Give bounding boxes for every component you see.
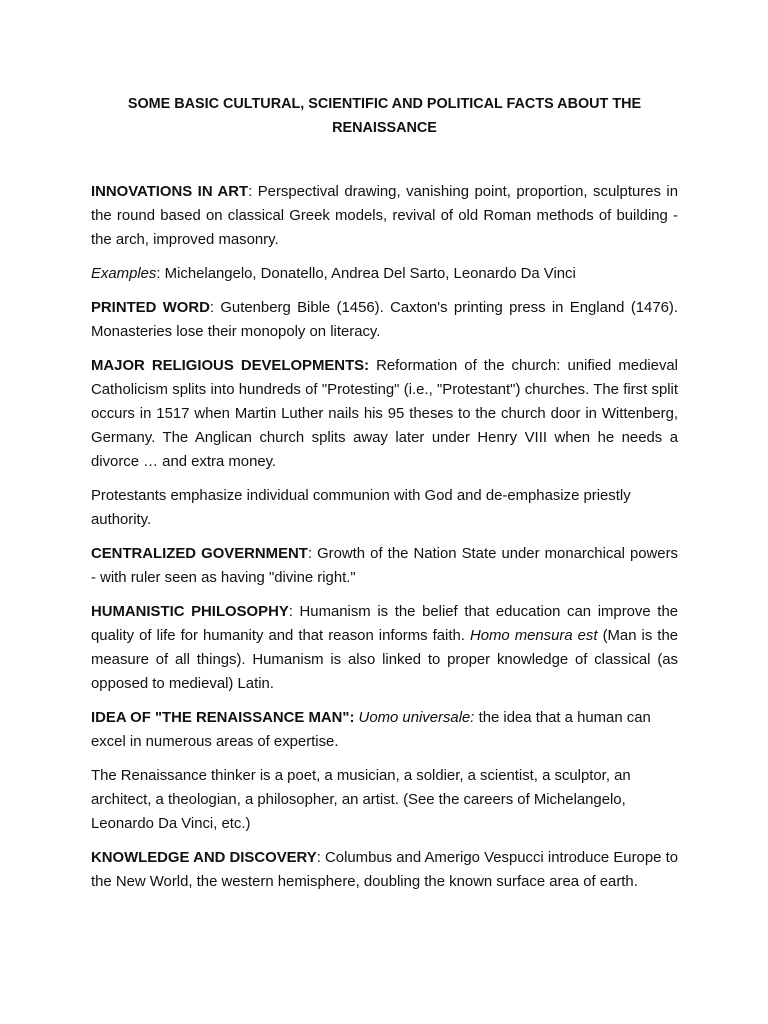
text-humanistic-philosophy-2: (Man is the measure of all things). Humanism is also linked to proper knowledge of classical (as opposed to medieval) Latin. [91, 628, 679, 692]
text-protestants: Protestants emphasize individual communion with God and de-emphasize priestly authority. [91, 488, 631, 528]
page-title [91, 92, 678, 140]
text-knowledge-discovery: : Columbus and Amerigo Vespucci introduce Europe to the New World, the western hemisphere, doubling the known surface area of earth. [91, 850, 678, 890]
heading-renaissance-man: IDEA OF "THE RENAISSANCE MAN": [91, 710, 355, 726]
text-renaissance-man: the idea that a human can excel in numerous areas of expertise. [91, 710, 651, 750]
heading-centralized-government: CENTRALIZED GOVERNMENT [91, 546, 308, 562]
text-examples: : Michelangelo, Donatello, Andrea Del Sarto, Leonardo Da Vinci [156, 266, 576, 282]
text-renaissance-thinker: The Renaissance thinker is a poet, a musician, a soldier, a scientist, a sculptor, an architect, a theologian, a philosopher, an artist. (See the careers of Michelangelo, Leonardo Da Vinci, etc.) [91, 768, 631, 832]
heading-humanistic-philosophy: HUMANISTIC PHILOSOPHY [91, 604, 289, 620]
paragraph-humanistic-philosophy [91, 600, 678, 696]
text-centralized-government: : Growth of the Nation State under monarchical powers - with ruler seen as having "divine right." [91, 546, 678, 586]
text-printed-word: : Gutenberg Bible (1456). Caxton's printing press in England (1476). Monasteries lose their monopoly on literacy. [91, 300, 678, 340]
title-line-2: RENAISSANCE [332, 120, 437, 136]
paragraph-religious-developments [91, 354, 678, 474]
heading-innovations-in-art: INNOVATIONS IN ART [91, 184, 249, 200]
paragraph-centralized-government [91, 542, 678, 590]
italic-uomo-universale: Uomo universale: [354, 710, 475, 726]
heading-printed-word: PRINTED WORD [91, 300, 210, 316]
paragraph-printed-word [91, 296, 678, 344]
heading-knowledge-discovery: KNOWLEDGE AND DISCOVERY [91, 850, 317, 866]
title-line-1: SOME BASIC CULTURAL, SCIENTIFIC AND POLITICAL FACTS ABOUT THE [127, 96, 642, 112]
paragraph-renaissance-man [91, 706, 678, 754]
paragraph-examples [91, 262, 678, 286]
heading-religious-developments: MAJOR RELIGIOUS DEVELOPMENTS: [91, 358, 370, 374]
paragraph-innovations-in-art [91, 180, 678, 252]
italic-homo-mensura-est: Homo mensura est [469, 628, 598, 644]
label-examples: Examples [91, 266, 157, 282]
paragraph-renaissance-thinker [91, 764, 678, 836]
paragraph-knowledge-discovery [91, 846, 678, 894]
text-innovations-in-art: : Perspectival drawing, vanishing point, proportion, sculptures in the round based on classical Greek models, revival of old Roman methods of building - the arch, improved masonry. [91, 184, 678, 248]
paragraph-protestants [91, 484, 678, 532]
text-humanistic-philosophy-1: : Humanism is the belief that education can improve the quality of life for humanity and that reason informs faith. [91, 604, 679, 644]
text-religious-developments: Reformation of the church: unified medieval Catholicism splits into hundreds of "Protesting" (i.e., "Protestant") churches. The first split occurs in 1517 when Martin Luther nails his 95 theses to the church door in Wittenberg, Germany. The Anglican church splits away later under Henry VIII when he needs a divorce … and extra money. [91, 358, 678, 470]
